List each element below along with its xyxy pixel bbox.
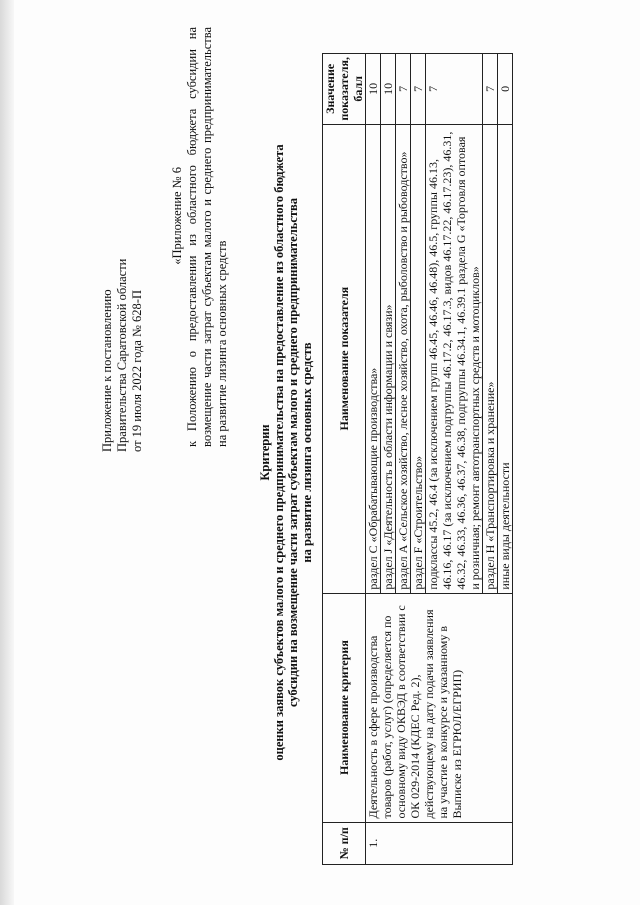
indicator-cell: раздел А «Сельское хозяйство, лесное хозяйство, охота, рыболовство и рыбоводство» bbox=[396, 124, 411, 593]
header-indicator: Наименование показателя bbox=[323, 124, 366, 593]
header-criterion: Наименование критерия bbox=[323, 593, 366, 822]
annex6-head: «Приложение № 6 bbox=[170, 167, 184, 265]
annex-line-3: от 19 июля 2022 года № 628-П bbox=[130, 290, 144, 452]
annex6-header bbox=[170, 27, 230, 447]
criterion-cell: Деятельность в сфере производства товаров (работ, услуг) (определяется по основному виду ОКВЭД в соответствии с ОК 029-2014 (КДЕС Ред. 2), действующему на дату подачи заявления на участие в конкурсе и указанному в Выписке из ЕГРЮЛ/ЕГРИП) bbox=[366, 593, 513, 822]
row-number: 1. bbox=[366, 822, 513, 864]
value-cell: 7 bbox=[426, 54, 483, 125]
value-cell: 7 bbox=[411, 54, 426, 125]
criteria-table bbox=[322, 53, 513, 865]
annex6-text: к Положению о предоставлении из областного бюджета субсидии на возмещение части затрат субъектам малого и среднего предпринимательства на развитие лизинга основных средств bbox=[185, 27, 229, 447]
document-title bbox=[258, 0, 314, 905]
title-line-1: Критерии bbox=[258, 424, 272, 481]
title-line-2: оценки заявок субъектов малого и среднего предпринимательства на предоставление из областного бюджета bbox=[272, 144, 286, 761]
indicator-cell: раздел J «Деятельность в области информации и связи» bbox=[381, 124, 396, 593]
header-num: № п/п bbox=[323, 822, 366, 864]
indicator-cell: подклассы 45.2, 46.4 (за исключением групп 46.45, 46.46, 46.48), 46.5, группы 46.13, 46.16, 46.17 (за исключением подгруппы 46.17.2, 46.17.3, видов 46.17.22, 46.17.23), 46.31, 46.32, 46.33, 46.36, 46.37, 46.38, подгруппы 46.34.1, 46.39.1 раздела G «Торговля оптовая и розничная; ремонт автотранспортных средств и мотоциклов» bbox=[426, 124, 483, 593]
title-line-4: на развитие лизинга основных средств bbox=[300, 342, 314, 563]
table-header-row bbox=[323, 54, 366, 865]
value-cell: 7 bbox=[483, 54, 498, 125]
header-value: Значение показателя, балл bbox=[323, 54, 366, 125]
value-cell: 10 bbox=[366, 54, 381, 125]
annex-line-1: Приложение к постановлению bbox=[100, 289, 114, 452]
annex-header bbox=[100, 152, 145, 452]
indicator-cell: раздел Н «Транспортировка и хранение» bbox=[483, 124, 498, 593]
indicator-cell: раздел F «Строительство» bbox=[411, 124, 426, 593]
value-cell: 7 bbox=[396, 54, 411, 125]
indicator-cell: иные виды деятельности bbox=[498, 124, 513, 593]
value-cell: 10 bbox=[381, 54, 396, 125]
annex-line-2: Правительства Саратовской области bbox=[115, 258, 129, 452]
table-row bbox=[366, 54, 381, 865]
title-line-3: субсидии на возмещение части затрат субъектам малого и среднего предпринимательства bbox=[286, 197, 300, 708]
value-cell: 0 bbox=[498, 54, 513, 125]
indicator-cell: раздел С «Обрабатывающие производства» bbox=[366, 124, 381, 593]
